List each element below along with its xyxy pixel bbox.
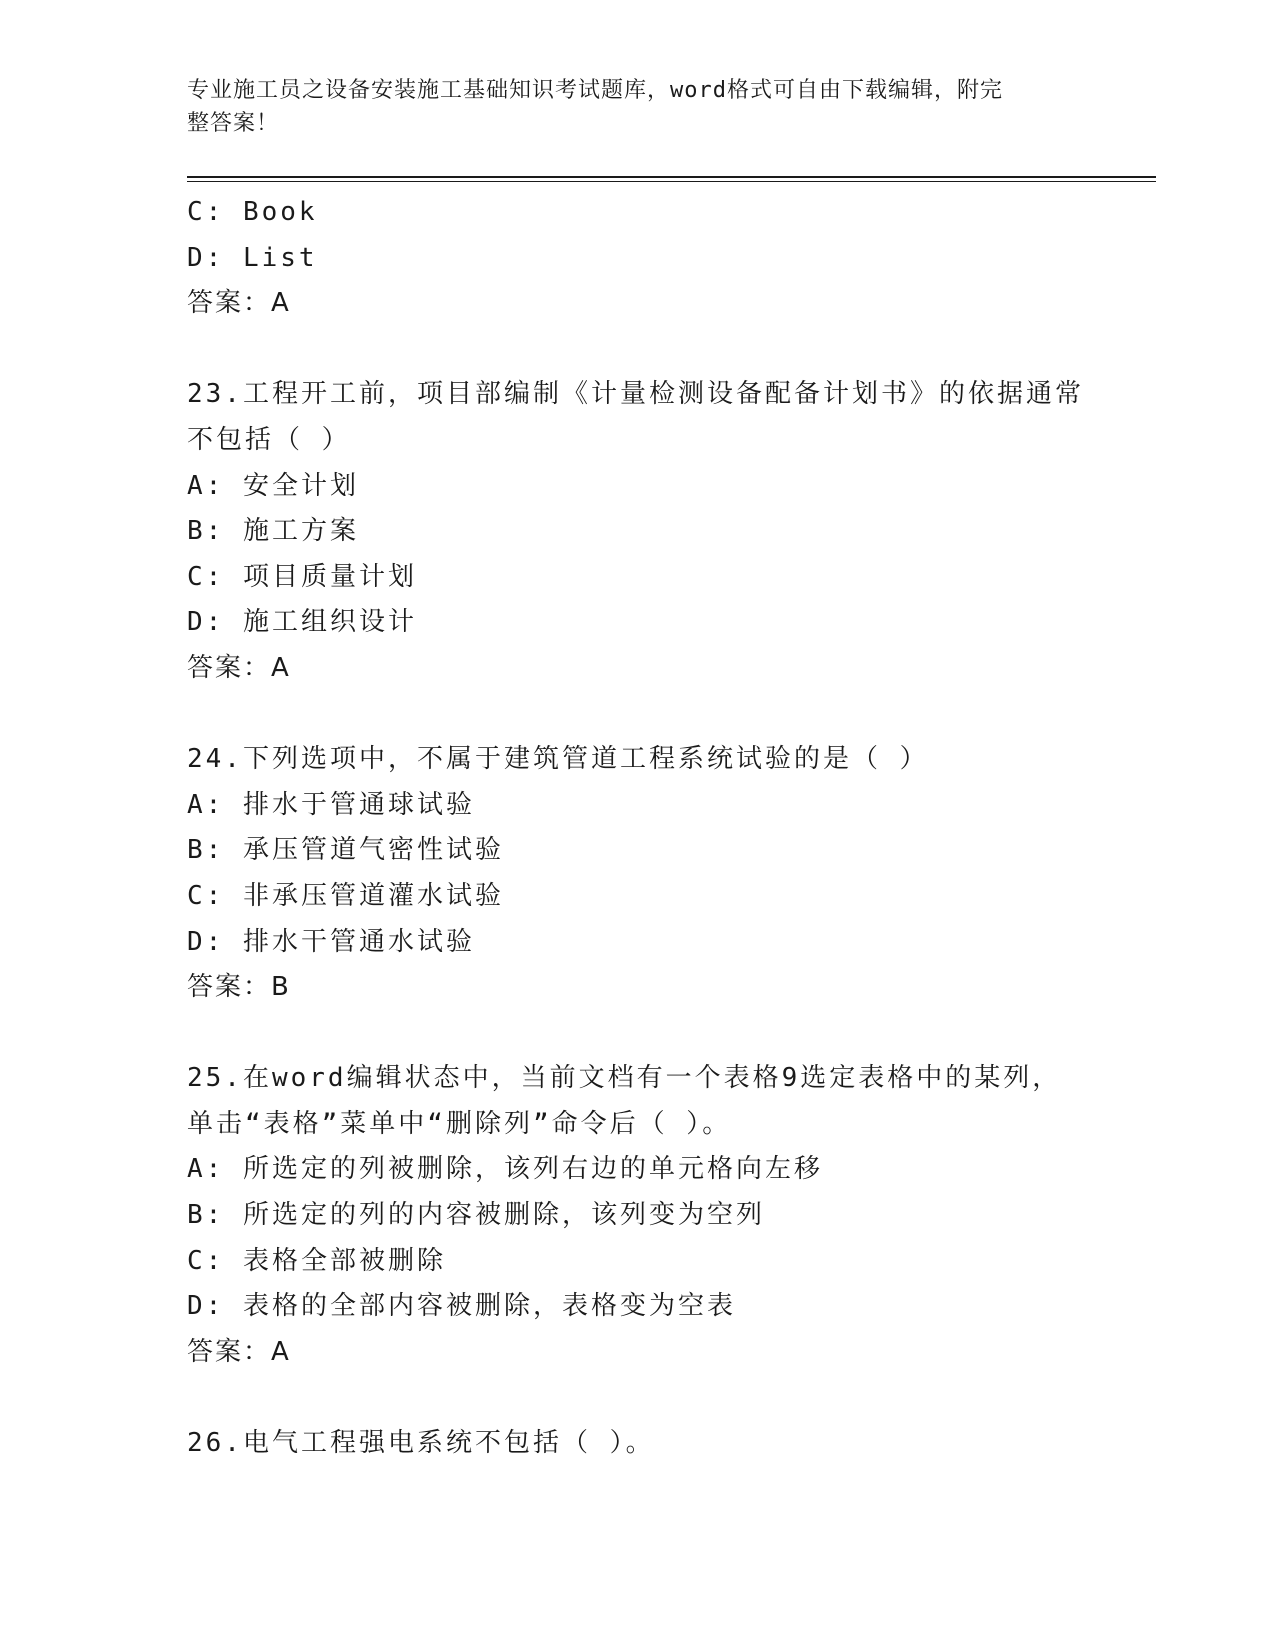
option-d: D: List [187,242,318,273]
header-title-line-2: 整答案！ [187,111,280,136]
question-24 [187,737,1127,1011]
option-d: D: 排水干管通水试验 [187,926,475,957]
spacer [187,327,1127,373]
question-stem: 26.电气工程强电系统不包括（ ）。 [187,1428,655,1459]
spacer [187,1375,1127,1421]
answer-line: 答案：A [187,652,291,683]
option-d: D: 表格的全部内容被删除，表格变为空表 [187,1291,736,1322]
answer-line: 答案：A [187,1336,291,1367]
answer-line: 答案：B [187,972,291,1003]
option-a: A: 所选定的列被删除，该列右边的单元格向左移 [187,1154,823,1185]
question-23 [187,372,1127,691]
header-title-line-1: 专业施工员之设备安装施工基础知识考试题库，word格式可自由下载编辑，附完 [187,78,1003,103]
option-a: A: 排水于管通球试验 [187,789,475,820]
question-list [187,190,1127,1467]
option-a: A: 安全计划 [187,470,359,501]
spacer [187,692,1127,738]
option-c: C: 项目质量计划 [187,561,417,592]
option-b: B: 所选定的列的内容被删除，该列变为空列 [187,1200,765,1231]
option-c: C: 表格全部被删除 [187,1245,446,1276]
question-stem: 单击“表格”菜单中“删除列”命令后（ ）。 [187,1108,732,1139]
question-stem: 25.在word编辑状态中，当前文档有一个表格9选定表格中的某列， [187,1063,1062,1094]
question-stem: 23.工程开工前，项目部编制《计量检测设备配备计划书》的依据通常 [187,379,1084,410]
header-divider-thick [187,176,1156,178]
header-divider-thin [187,181,1156,182]
option-b: B: 施工方案 [187,516,359,547]
question-22-continued [187,190,1127,327]
question-stem: 24.下列选项中，不属于建筑管道工程系统试验的是（ ） [187,744,929,775]
question-25 [187,1056,1127,1375]
option-c: C: 非承压管道灌水试验 [187,880,504,911]
answer-line: 答案：A [187,288,291,319]
option-b: B: 承压管道气密性试验 [187,835,504,866]
spacer [187,1011,1127,1057]
question-26 [187,1421,1127,1467]
document-header [187,74,1067,140]
option-d: D: 施工组织设计 [187,607,417,638]
question-stem: 不包括（ ） [187,424,351,455]
option-c: C: Book [187,197,318,227]
